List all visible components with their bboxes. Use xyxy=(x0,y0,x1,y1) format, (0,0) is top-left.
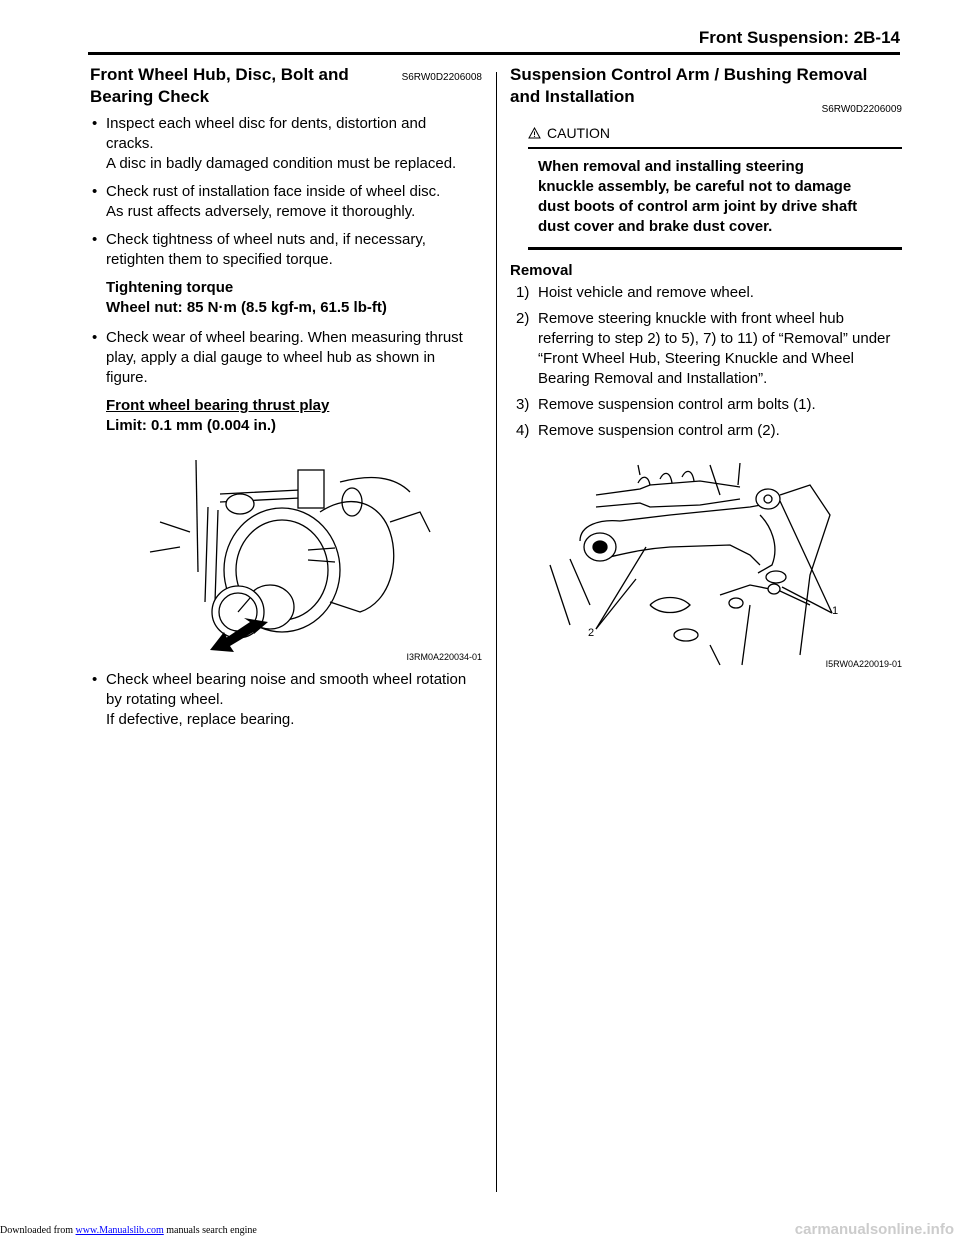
section-title: Front Wheel Hub, Disc, Bolt and Bearing Check xyxy=(90,65,349,106)
header-rule xyxy=(88,52,900,55)
inspection-bullets xyxy=(90,114,482,270)
callout-2: 2 xyxy=(588,627,595,639)
bullet-line: A disc in badly damaged condition must be replaced. xyxy=(106,155,457,172)
step-number: 2) xyxy=(516,310,530,327)
step-line: “Front Wheel Hub, Steering Knuckle and Wheel xyxy=(538,350,854,367)
step-line: Hoist vehicle and remove wheel. xyxy=(538,284,754,301)
bullet-item xyxy=(90,328,482,388)
caution-line: dust boots of control arm joint by drive shaft xyxy=(538,198,858,215)
step-number: 1) xyxy=(516,284,530,301)
figure-caption: I5RW0A220019-01 xyxy=(825,659,902,669)
step-line: Bearing Removal and Installation”. xyxy=(538,370,768,387)
bullet-line: retighten them to specified torque. xyxy=(106,251,333,268)
watermark: carmanualsonline.info xyxy=(794,1221,954,1238)
bullet-line: • Check wear of wheel bearing. When measuring thrust xyxy=(106,329,463,346)
bullet-line: If defective, replace bearing. xyxy=(106,711,295,728)
removal-heading: Removal xyxy=(510,262,573,279)
caution-label: CAUTION xyxy=(547,125,610,141)
noise-bullets xyxy=(90,670,482,730)
caution-line: dust cover and brake dust cover. xyxy=(538,218,773,235)
step-line: Remove suspension control arm (2). xyxy=(538,422,780,439)
doc-id: S6RW0D2206008 xyxy=(401,72,482,83)
right-column xyxy=(510,64,902,677)
bullet-line: As rust affects adversely, remove it thoroughly. xyxy=(106,203,416,220)
doc-id: S6RW0D2206009 xyxy=(821,104,902,115)
step-item xyxy=(510,395,902,415)
step-item xyxy=(510,309,902,389)
control-arm-figure xyxy=(510,455,902,669)
bullet-line: figure. xyxy=(106,369,148,386)
bullet-line: cracks. xyxy=(106,135,154,152)
left-column xyxy=(90,64,482,738)
step-line: Remove steering knuckle with front wheel hub xyxy=(538,310,844,327)
step-number: 4) xyxy=(516,422,530,439)
torque-value: Wheel nut: 85 N·m (8.5 kgf-m, 61.5 lb-ft) xyxy=(106,299,387,316)
caution-line: When removal and installing steering xyxy=(538,158,804,175)
warning-triangle-icon xyxy=(528,127,541,139)
bullet-line: play, apply a dial gauge to wheel hub as shown in xyxy=(106,349,436,366)
step-line: Remove suspension control arm bolts (1). xyxy=(538,396,816,413)
column-divider xyxy=(496,72,497,1192)
bullet-item xyxy=(90,182,482,222)
step-item xyxy=(510,421,902,441)
bullet-line: • Inspect each wheel disc for dents, distortion and xyxy=(106,115,427,132)
bullet-item xyxy=(90,670,482,730)
footer-suffix: manuals search engine xyxy=(163,1225,257,1236)
thrust-label: Front wheel bearing thrust play xyxy=(106,397,330,414)
section-heading-control-arm xyxy=(510,64,902,115)
torque-label: Tightening torque xyxy=(106,279,234,296)
wheel-bearing-figure xyxy=(90,452,482,662)
bullet-line: • Check tightness of wheel nuts and, if necessary, xyxy=(106,231,426,248)
bearing-bullets xyxy=(90,328,482,388)
bullet-line: • Check wheel bearing noise and smooth wheel rotation xyxy=(106,671,467,688)
section-title-line2: and Installation xyxy=(510,87,635,106)
step-item xyxy=(510,283,902,303)
caution-text xyxy=(510,149,902,237)
dial-gauge-illustration xyxy=(90,452,482,662)
footer xyxy=(0,1225,257,1236)
footer-prefix: Downloaded from xyxy=(0,1225,76,1236)
step-line: referring to step 2) to 5), 7) to 11) of “Removal” under xyxy=(538,330,891,347)
step-number: 3) xyxy=(516,396,530,413)
page-header-title: Front Suspension: 2B-14 xyxy=(698,28,900,47)
caution-heading xyxy=(510,125,902,141)
figure-caption: I3RM0A220034-01 xyxy=(406,652,482,662)
section-title-line1: Suspension Control Arm / Bushing Removal xyxy=(510,65,868,84)
bullet-line: by rotating wheel. xyxy=(106,691,224,708)
bullet-line: • Check rust of installation face inside of wheel disc. xyxy=(106,183,441,200)
caution-line: knuckle assembly, be careful not to damage xyxy=(538,178,852,195)
callout-1: 1 xyxy=(832,605,839,617)
control-arm-illustration xyxy=(510,455,902,669)
removal-steps xyxy=(510,283,902,441)
section-heading-wheel-hub xyxy=(90,64,482,108)
thrust-limit: Limit: 0.1 mm (0.004 in.) xyxy=(106,417,277,434)
torque-spec xyxy=(90,278,482,318)
bullet-item xyxy=(90,230,482,270)
footer-link[interactable]: www.Manualslib.com xyxy=(75,1225,164,1236)
bullet-item xyxy=(90,114,482,174)
thrust-spec xyxy=(90,396,482,436)
caution-rule-bottom xyxy=(528,247,902,250)
